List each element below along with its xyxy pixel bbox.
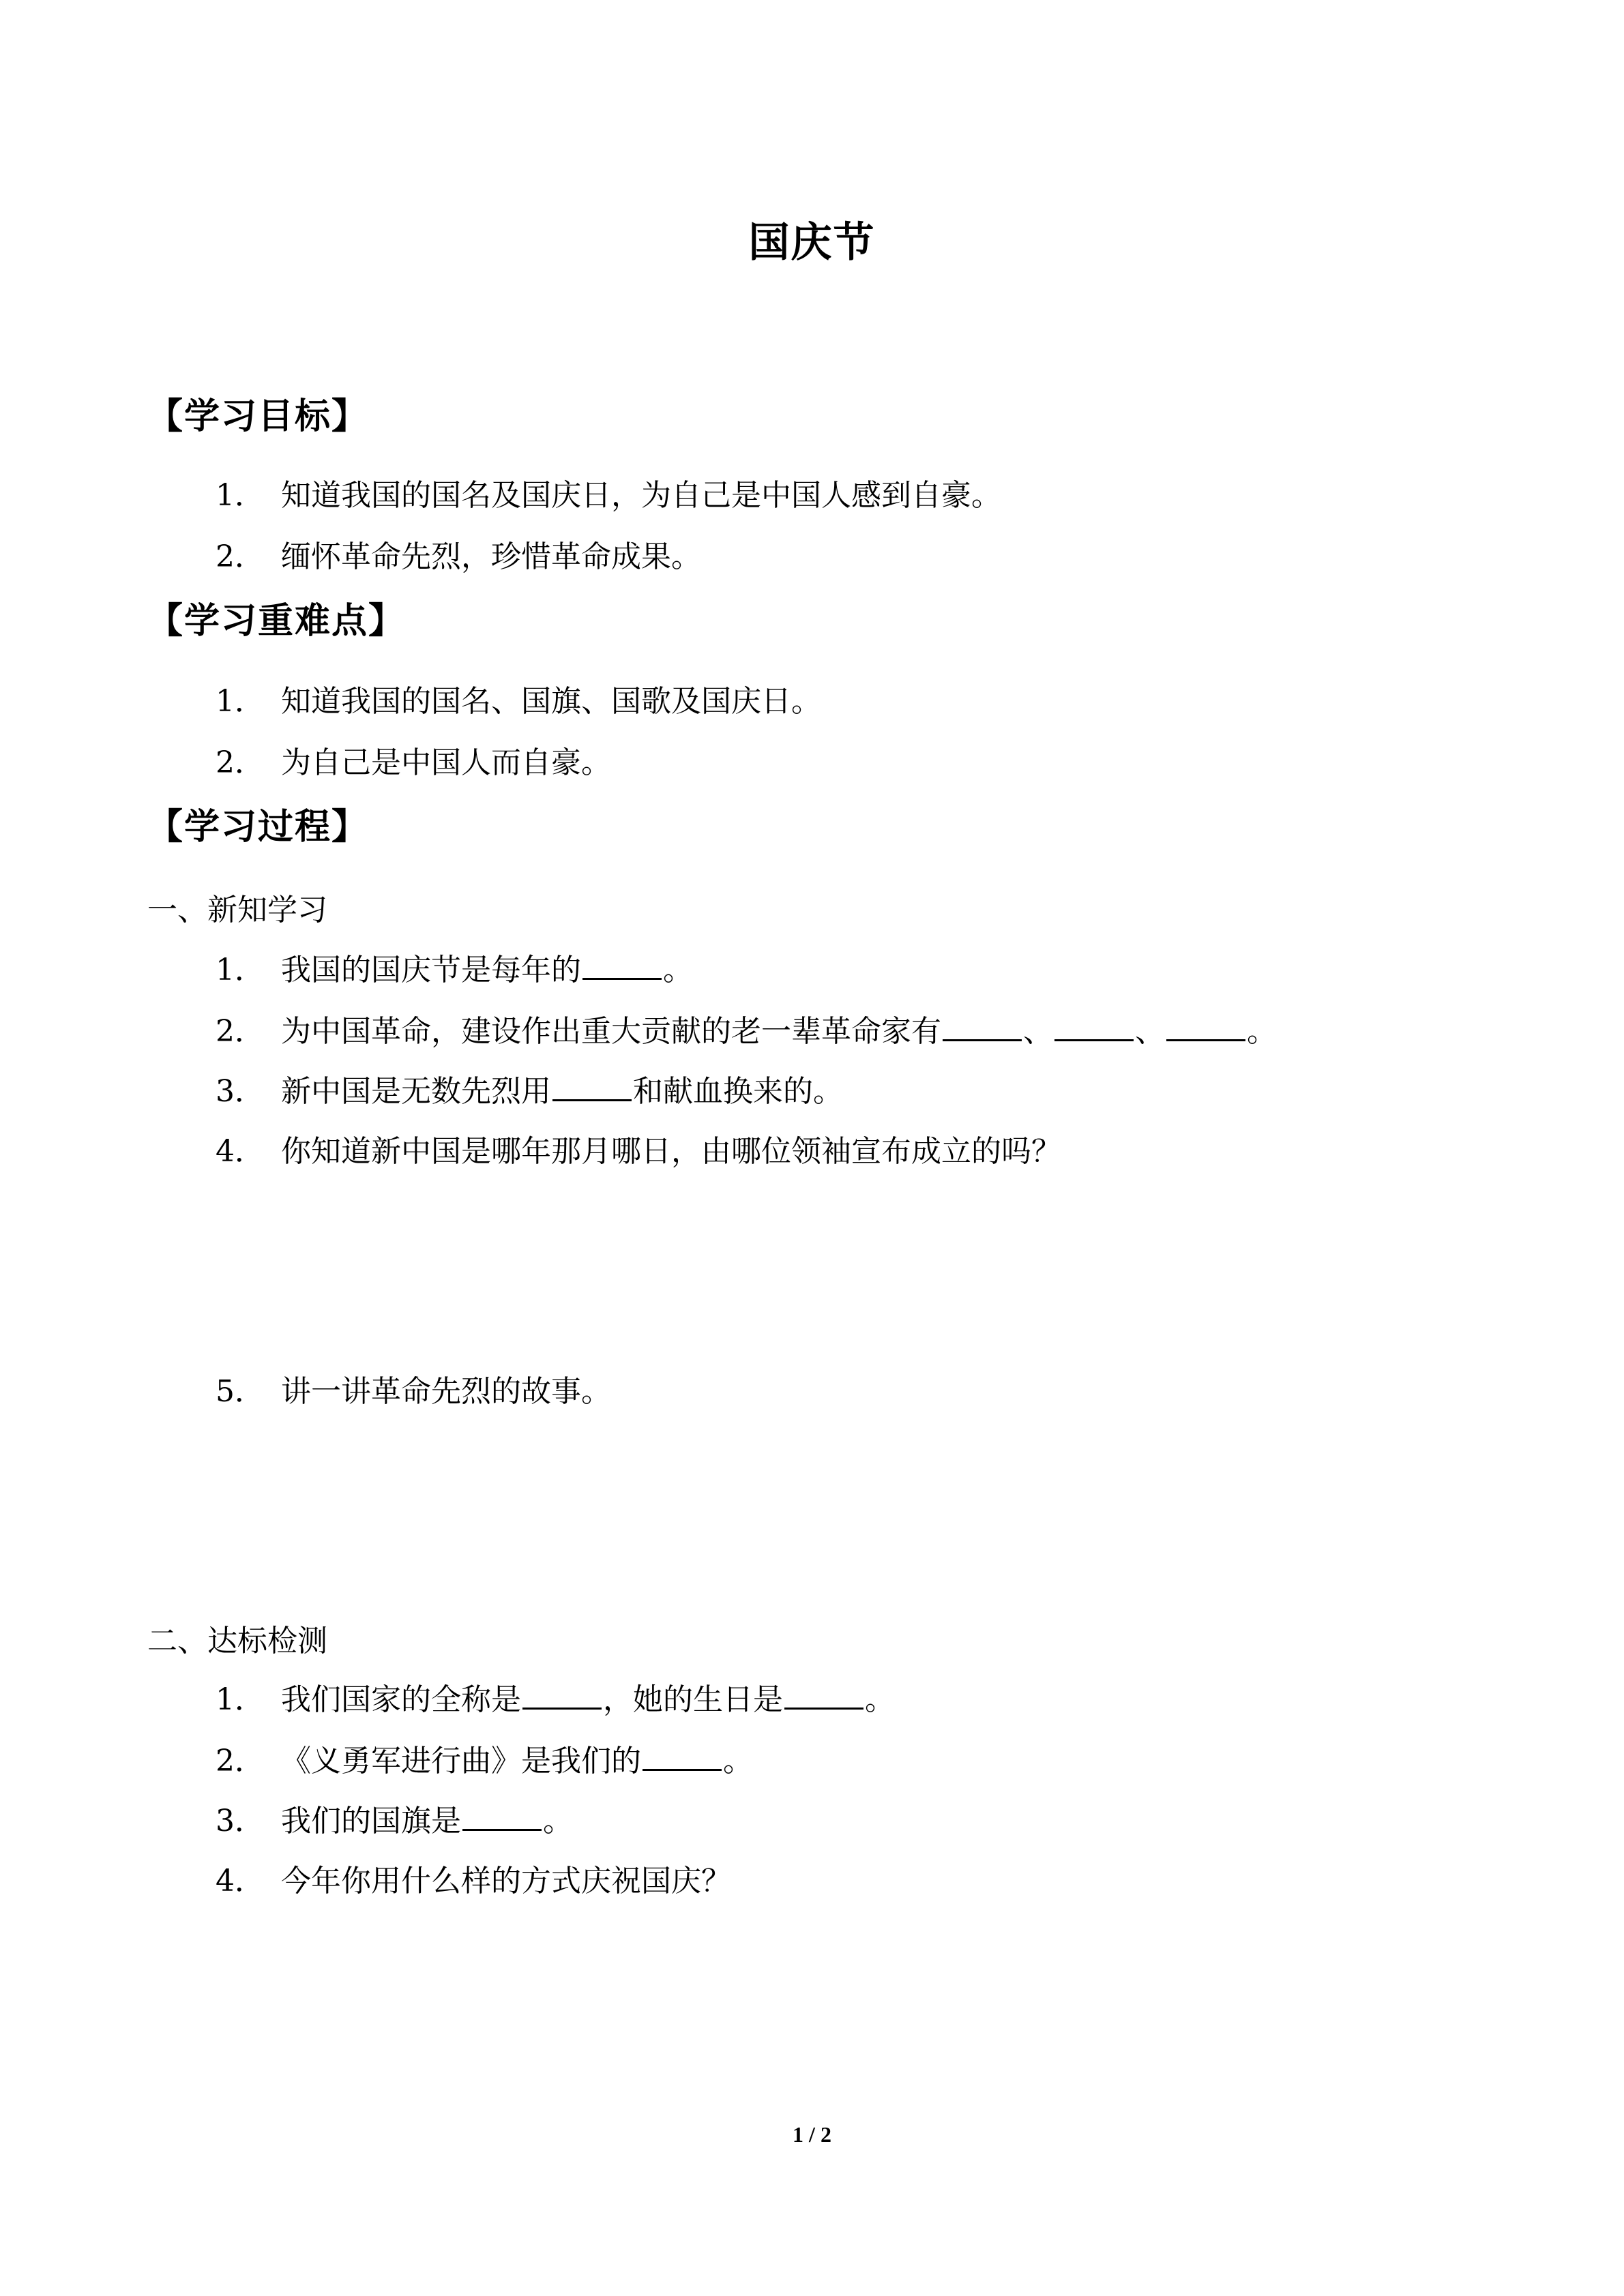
question-text: 我们国家的全称是 [281, 1682, 521, 1717]
question-text: 和献血换来的。 [633, 1074, 843, 1109]
question-text: 。 [865, 1682, 895, 1717]
item-number: 4． [216, 1864, 265, 1898]
item-number: 1． [216, 1682, 265, 1717]
item-number: 2． [216, 539, 265, 574]
item-number: 3． [216, 1804, 265, 1838]
item-text: 缅怀革命先烈，珍惜革命成果。 [281, 539, 701, 574]
item-number: 2． [216, 1744, 265, 1778]
answer-blank[interactable] [1054, 1015, 1134, 1041]
question-text: 我们的国旗是 [281, 1804, 461, 1838]
question-text: 。 [543, 1804, 573, 1838]
question-5 [216, 1367, 611, 1410]
item-number: 1． [216, 953, 265, 987]
question-text: 。 [723, 1744, 753, 1778]
question-text: 为中国革命，建设作出重大贡献的老一辈革命家有 [281, 1014, 941, 1049]
item-number: 2． [216, 1014, 265, 1049]
question-text: 你知道新中国是哪年那月哪日，由哪位领袖宣布成立的吗？ [281, 1134, 1061, 1169]
item-number: 4． [216, 1134, 265, 1169]
check-question-3 [216, 1796, 573, 1840]
question-text: 新中国是无数先烈用 [281, 1074, 551, 1109]
question-text: 。 [663, 953, 693, 987]
item-text: 为自己是中国人而自豪。 [281, 745, 611, 780]
item-number: 2． [216, 745, 265, 780]
answer-blank[interactable] [784, 1683, 863, 1710]
check-question-4 [216, 1856, 731, 1900]
goal-item-2 [216, 532, 701, 576]
answer-blank[interactable] [943, 1015, 1022, 1041]
answer-blank[interactable] [522, 1683, 602, 1710]
keypoints-heading: 【学习重难点】 [147, 601, 406, 642]
answer-blank[interactable] [462, 1804, 542, 1831]
item-number: 1． [216, 478, 265, 513]
answer-blank[interactable] [552, 1075, 632, 1101]
answer-blank[interactable] [582, 953, 662, 980]
page-number: 1 / 2 [793, 2122, 831, 2147]
item-text: 知道我国的国名、国旗、国歌及国庆日。 [281, 684, 821, 719]
goals-heading: 【学习目标】 [147, 396, 369, 437]
item-number: 3． [216, 1074, 265, 1109]
goal-item-1 [216, 471, 1001, 514]
item-text: 知道我国的国名及国庆日，为自己是中国人感到自豪。 [281, 478, 1001, 513]
check-question-2 [216, 1736, 753, 1780]
question-text: 、 [1135, 1014, 1165, 1049]
section-label-new-learning: 一、新知学习 [147, 893, 327, 927]
page-title: 国庆节 [748, 219, 876, 267]
question-text: 今年你用什么样的方式庆祝国庆？ [281, 1864, 731, 1898]
answer-blank[interactable] [643, 1744, 722, 1771]
question-1 [216, 945, 693, 989]
question-text: 《义勇军进行曲》是我们的 [281, 1744, 641, 1778]
keypoint-item-2 [216, 738, 611, 781]
check-question-1 [216, 1675, 895, 1718]
item-number: 5． [216, 1374, 265, 1409]
question-3 [216, 1067, 843, 1110]
section-label-assessment: 二、达标检测 [147, 1624, 327, 1658]
question-2 [216, 1007, 1277, 1050]
question-text: 。 [1247, 1014, 1277, 1049]
answer-blank[interactable] [1166, 1015, 1245, 1041]
item-number: 1． [216, 684, 265, 719]
keypoint-item-1 [216, 676, 821, 720]
question-text: 我国的国庆节是每年的 [281, 953, 581, 987]
question-text: 讲一讲革命先烈的故事。 [281, 1374, 611, 1409]
question-4 [216, 1127, 1061, 1170]
question-text: ，她的生日是 [603, 1682, 783, 1717]
question-text: 、 [1023, 1014, 1053, 1049]
process-heading: 【学习过程】 [147, 807, 369, 848]
